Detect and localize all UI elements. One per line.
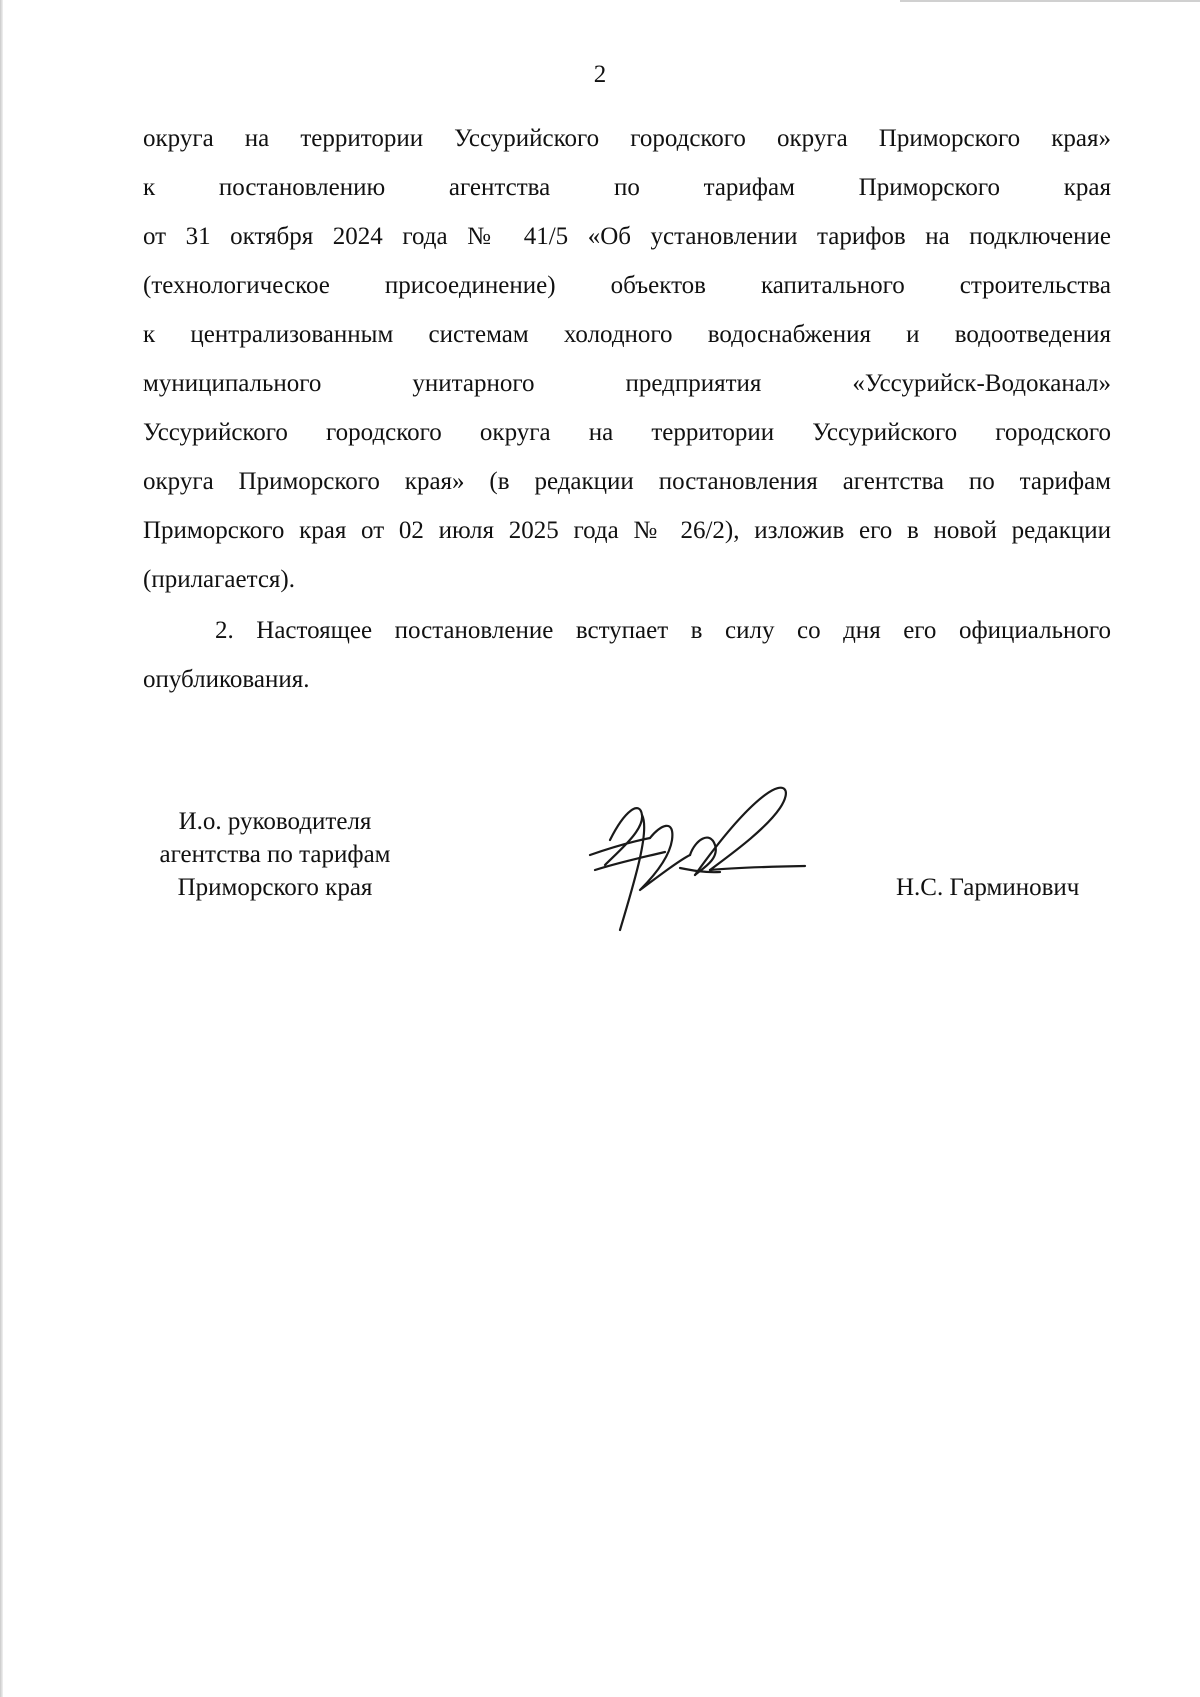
scan-edge-top <box>900 0 1200 2</box>
paragraph-2 <box>143 606 1111 704</box>
paragraph-1-line: муниципального унитарного предприятия «Уссурийск-Водоканал» <box>143 370 1111 397</box>
paragraph-1-last-line: (прилагается). <box>143 566 296 593</box>
scan-edge-left <box>0 0 3 1697</box>
paragraph-2-line: 2. Настоящее постановление вступает в силу со дня его официального <box>215 617 1111 644</box>
paragraph-1-line: округа на территории Уссурийского городского округа Приморского края» <box>143 125 1111 152</box>
paragraph-1-line: к централизованным системам холодного водоснабжения и водоотведения <box>143 321 1111 348</box>
paragraph-1-line: к постановлению агентства по тарифам Приморского края <box>143 174 1111 201</box>
signatory-name: Н.С. Гарминович <box>896 874 1080 901</box>
signatory-title-line: Приморского края <box>177 874 373 901</box>
signatory-title-line: агентства по тарифам <box>159 841 391 868</box>
paragraph-1-line: (технологическое присоединение) объектов капитального строительства <box>143 272 1111 299</box>
paragraph-1-line: от 31 октября 2024 года № 41/5 «Об установлении тарифов на подключение <box>143 223 1111 250</box>
handwritten-signature <box>580 770 820 940</box>
paragraph-1-line: округа Приморского края» (в редакции постановления агентства по тарифам <box>143 468 1111 495</box>
page-number: 2 <box>593 61 607 88</box>
signatory-title-line: И.о. руководителя <box>178 808 372 835</box>
paragraph-1 <box>143 114 1111 604</box>
paragraph-1-line: Уссурийского городского округа на территории Уссурийского городского <box>143 419 1111 446</box>
paragraph-2-last-line: опубликования. <box>143 666 310 693</box>
paragraph-1-line: Приморского края от 02 июля 2025 года № 26/2), изложив его в новой редакции <box>143 517 1111 544</box>
signatory-title <box>140 805 410 904</box>
